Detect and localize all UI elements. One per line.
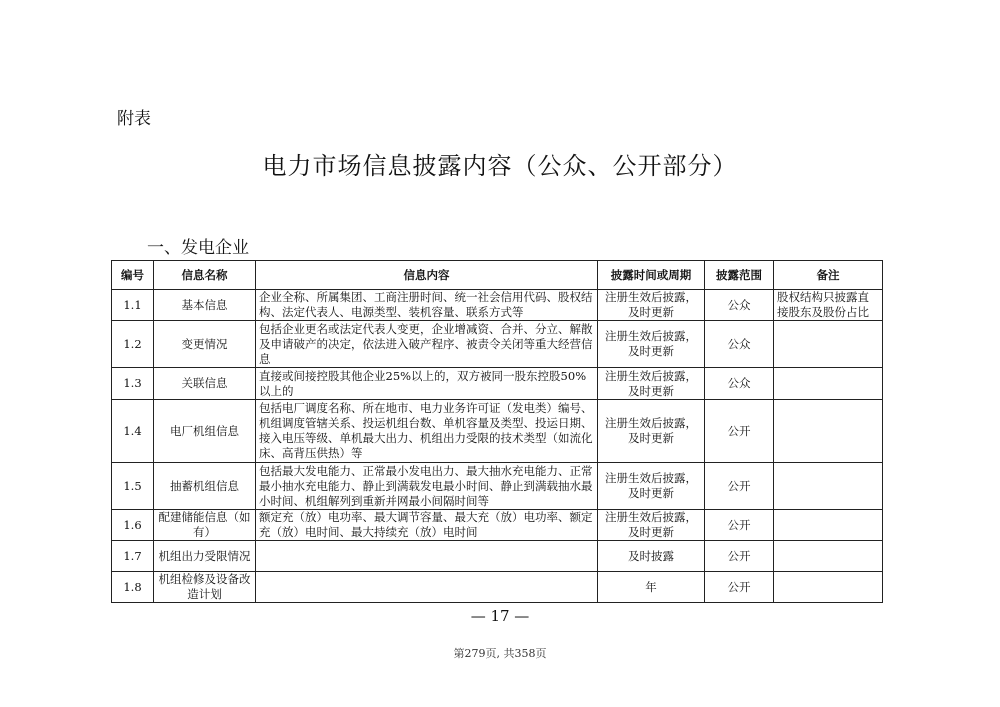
row-name: 抽蓄机组信息 <box>154 463 256 510</box>
row-name: 电厂机组信息 <box>154 400 256 463</box>
table-row <box>112 368 883 400</box>
table-row <box>112 510 883 541</box>
row-remark <box>774 510 883 541</box>
row-no: 1.5 <box>112 463 154 510</box>
row-no: 1.4 <box>112 400 154 463</box>
row-content: 包括最大发电能力、正常最小发电出力、最大抽水充电能力、正常最小抽水充电能力、静止到满载发电最小时间、静止到满载抽水最小时间、机组解列到重新并网最小间隔时间等 <box>256 463 598 510</box>
row-period: 注册生效后披露，及时更新 <box>598 368 705 400</box>
row-scope: 公开 <box>705 572 774 603</box>
header-content: 信息内容 <box>256 261 598 290</box>
page-footer: 第279页, 共358页 <box>453 647 547 660</box>
row-name: 机组检修及设备改造计划 <box>154 572 256 603</box>
row-content: 直接或间接控股其他企业25%以上的，双方被同一股东控股50%以上的 <box>256 368 598 400</box>
row-name: 机组出力受限情况 <box>154 541 256 572</box>
row-period: 及时披露 <box>598 541 705 572</box>
row-period: 注册生效后披露，及时更新 <box>598 400 705 463</box>
row-scope: 公众 <box>705 290 774 321</box>
row-period: 注册生效后披露，及时更新 <box>598 321 705 368</box>
table-row <box>112 463 883 510</box>
row-scope: 公众 <box>705 368 774 400</box>
row-name: 关联信息 <box>154 368 256 400</box>
row-period: 注册生效后披露，及时更新 <box>598 510 705 541</box>
row-no: 1.7 <box>112 541 154 572</box>
header-name: 信息名称 <box>154 261 256 290</box>
table-header-row <box>112 261 883 290</box>
table-row <box>112 572 883 603</box>
table-row <box>112 290 883 321</box>
row-no: 1.3 <box>112 368 154 400</box>
row-scope: 公开 <box>705 400 774 463</box>
row-content <box>256 572 598 603</box>
row-name: 配建储能信息（如有） <box>154 510 256 541</box>
row-no: 1.8 <box>112 572 154 603</box>
row-remark <box>774 572 883 603</box>
row-remark <box>774 400 883 463</box>
row-no: 1.6 <box>112 510 154 541</box>
row-scope: 公众 <box>705 321 774 368</box>
row-remark <box>774 368 883 400</box>
row-content: 包括电厂调度名称、所在地市、电力业务许可证（发电类）编号、机组调度管辖关系、投运机组台数、单机容量及类型、投运日期、接入电压等级、单机最大出力、机组出力受限的技术类型（如流化床、高背压供热）等 <box>256 400 598 463</box>
disclosure-table <box>111 260 883 603</box>
section-heading: 一、发电企业 <box>147 238 249 258</box>
row-scope: 公开 <box>705 541 774 572</box>
page-title: 电力市场信息披露内容（公众、公开部分） <box>262 152 738 180</box>
row-content: 企业全称、所属集团、工商注册时间、统一社会信用代码、股权结构、法定代表人、电源类型、装机容量、联系方式等 <box>256 290 598 321</box>
header-remark: 备注 <box>774 261 883 290</box>
row-no: 1.1 <box>112 290 154 321</box>
row-remark <box>774 321 883 368</box>
row-scope: 公开 <box>705 463 774 510</box>
table-row <box>112 541 883 572</box>
row-content: 包括企业更名或法定代表人变更，企业增减资、合并、分立、解散及申请破产的决定，依法进入破产程序、被责令关闭等重大经营信息 <box>256 321 598 368</box>
row-content <box>256 541 598 572</box>
row-content: 额定充（放）电功率、最大调节容量、最大充（放）电功率、额定充（放）电时间、最大持续充（放）电时间 <box>256 510 598 541</box>
row-remark <box>774 541 883 572</box>
row-name: 变更情况 <box>154 321 256 368</box>
row-scope: 公开 <box>705 510 774 541</box>
header-scope: 披露范围 <box>705 261 774 290</box>
row-no: 1.2 <box>112 321 154 368</box>
table-row <box>112 400 883 463</box>
row-period: 注册生效后披露，及时更新 <box>598 463 705 510</box>
row-period: 注册生效后披露，及时更新 <box>598 290 705 321</box>
header-no: 编号 <box>112 261 154 290</box>
page-number: — 17 — <box>470 607 530 625</box>
table-row <box>112 321 883 368</box>
row-period: 年 <box>598 572 705 603</box>
row-name: 基本信息 <box>154 290 256 321</box>
row-remark: 股权结构只披露直接股东及股份占比 <box>774 290 883 321</box>
header-period: 披露时间或周期 <box>598 261 705 290</box>
appendix-label: 附表 <box>117 109 151 129</box>
row-remark <box>774 463 883 510</box>
